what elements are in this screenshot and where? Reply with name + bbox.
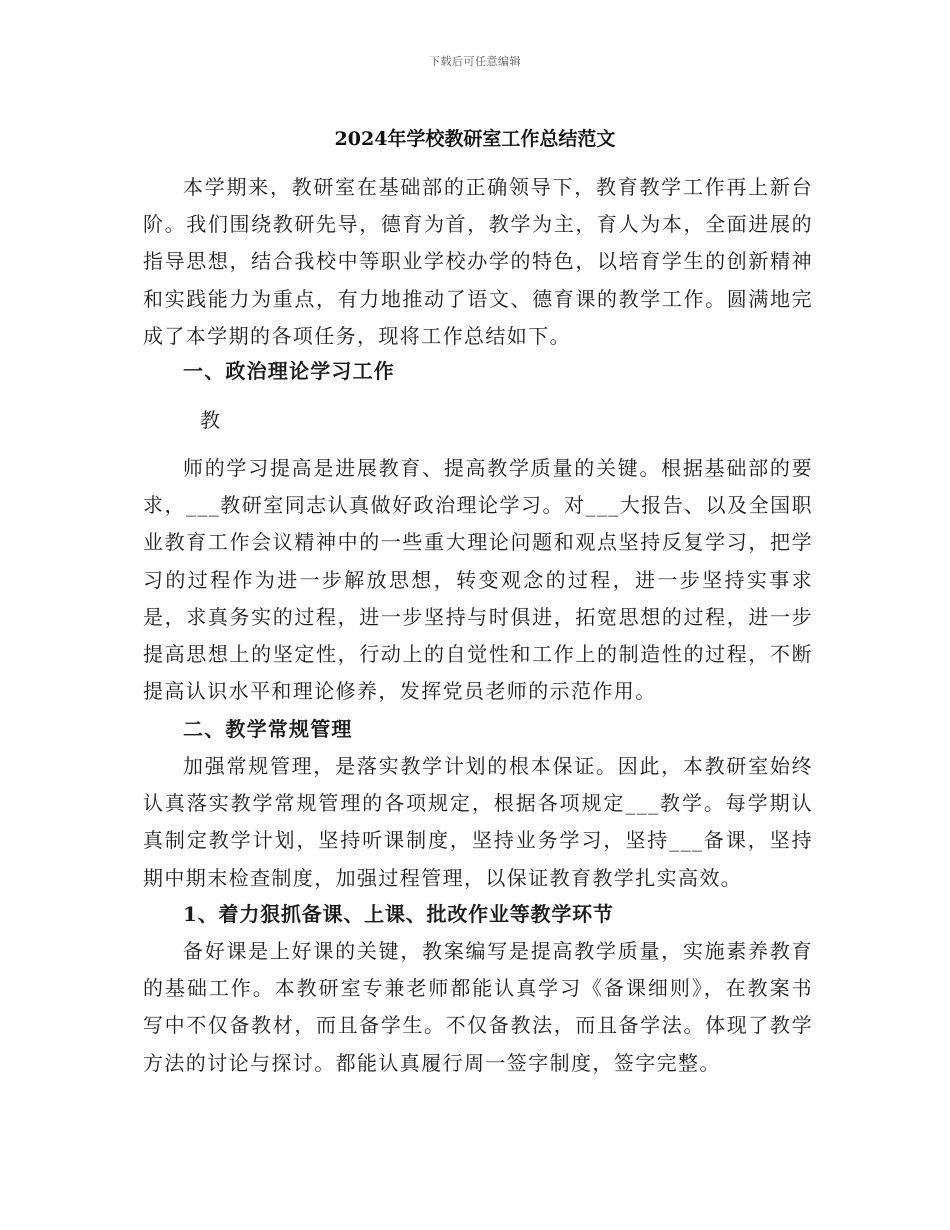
subsection-1-heading: 1、着力狠抓备课、上课、批改作业等教学环节 (183, 902, 614, 926)
section-1-heading: 一、政治理论学习工作 (183, 359, 395, 383)
intro-paragraph: 本学期来，教研室在基础部的正确领导下，教育教学工作再上新台阶。我们围绕教研先导，德育为首，教学为主，育人为本，全面进展的指导思想，结合我校中等职业学校办学的特色，以培育学生的创新精神和实践能力为重点，有力地推动了语文、德育课的教学工作。圆满地完成了本学期的各项任务，现将工作总结如下。 (143, 175, 813, 348)
section-1-lead-char: 教 (200, 408, 222, 432)
page-title: 2024年学校教研室工作总结范文 (334, 128, 616, 150)
section-2-paragraph: 加强常规管理，是落实教学计划的根本保证。因此，本教研室始终认真落实教学常规管理的各项规定，根据各项规定___教学。每学期认真制定教学计划，坚持听课制度，坚持业务学习，坚持___备课，坚持期中期末检查制度，加强过程管理，以保证教育教学扎实高效。 (143, 754, 813, 890)
section-1-paragraph: 师的学习提高是进展教育、提高教学质量的关键。根据基础部的要求，___教研室同志认真做好政治理论学习。对___大报告、以及全国职业教育工作会议精神中的一些重大理论问题和观点坚持反复学习，把学习的过程作为进一步解放思想，转变观念的过程，进一步坚持实事求是，求真务实的过程，进一步坚持与时俱进，拓宽思想的过程，进一步提高思想上的坚定性，行动上的自觉性和工作上的制造性的过程，不断提高认识水平和理论修养，发挥党员老师的示范作用。 (143, 456, 813, 704)
section-2-heading: 二、教学常规管理 (183, 717, 353, 741)
header-note: 下载后可任意编辑 (429, 55, 521, 68)
subsection-1-paragraph: 备好课是上好课的关键，教案编写是提高教学质量，实施素养教育的基础工作。本教研室专兼老师都能认真学习《备课细则》，在教案书写中不仅备教材，而且备学生。不仅备教法，而且备学法。体现了教学方法的讨论与探讨。都能认真履行周一签字制度，签字完整。 (143, 939, 813, 1075)
